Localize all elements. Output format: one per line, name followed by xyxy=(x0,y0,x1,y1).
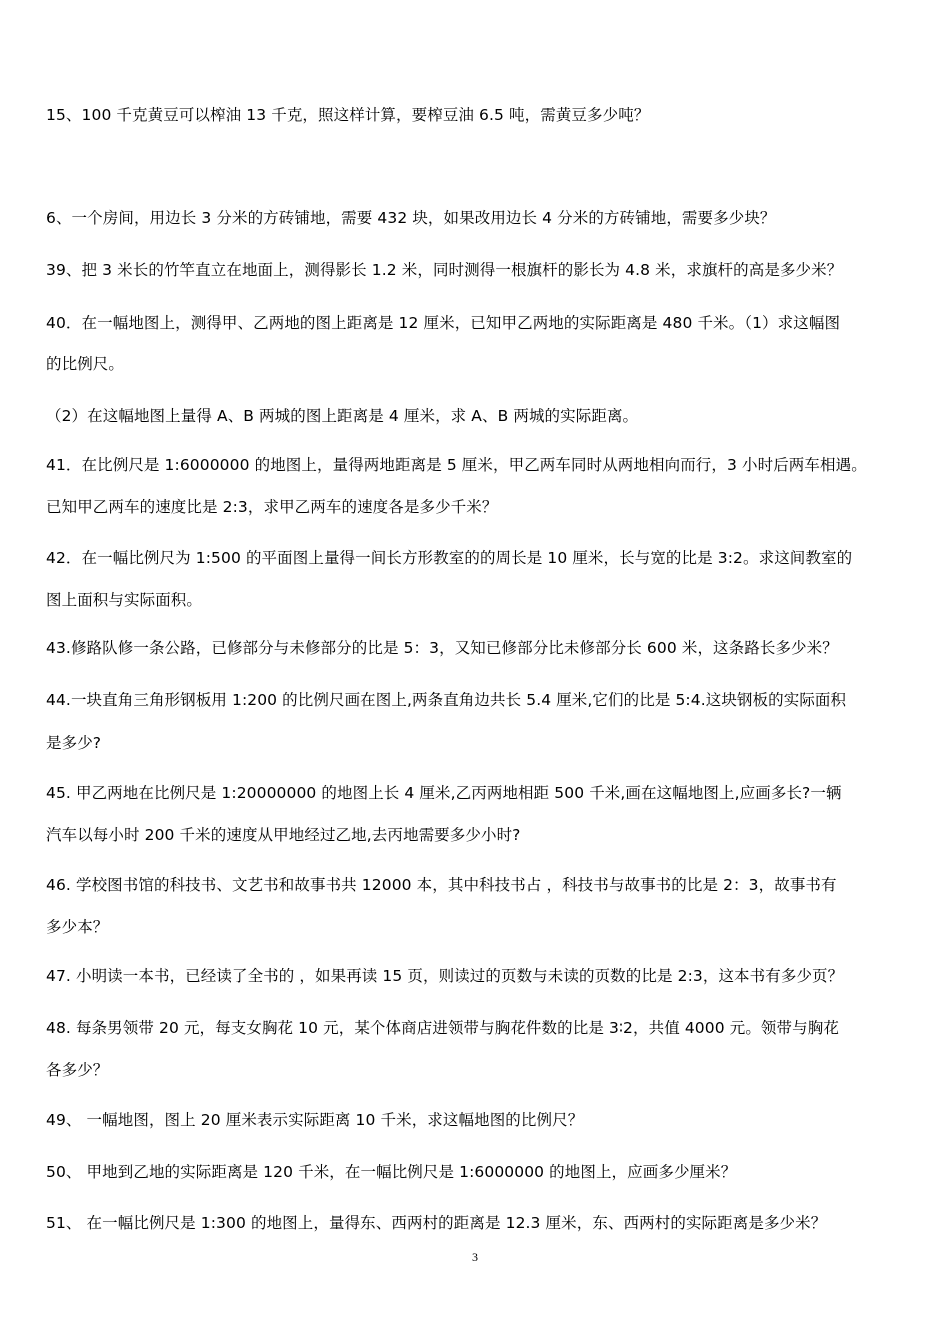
question-50: 50、 甲地到乙地的实际距离是 120 千米，在一幅比例尺是 1:6000000 的地图上，应画多少厘米？ xyxy=(46,1163,737,1181)
question-43: 43.修路队修一条公路，已修部分与未修部分的比是 5：3，又知已修部分比未修部分长 600 米，这条路长多少米？ xyxy=(46,639,838,657)
question-46-line-1: 46. 学校图书馆的科技书、文艺书和故事书共 12000 本，其中科技书占 ，科技书与故事书的比是 2：3，故事书有 xyxy=(46,876,837,894)
question-49: 49、 一幅地图，图上 20 厘米表示实际距离 10 千米，求这幅地图的比例尺？ xyxy=(46,1111,584,1129)
question-45-line-1: 45. 甲乙两地在比例尺是 1:20000000 的地图上长 4 厘米,乙丙两地相距 500 千米,画在这幅地图上,应画多长?一辆 xyxy=(46,784,842,802)
question-47: 47. 小明读一本书，已经读了全书的 ，如果再读 15 页，则读过的页数与未读的页数的比是 2:3，这本书有多少页？ xyxy=(46,967,844,985)
question-15: 15、100 千克黄豆可以榨油 13 千克，照这样计算，要榨豆油 6.5 吨，需黄豆多少吨？ xyxy=(46,106,650,124)
question-39: 39、把 3 米长的竹竿直立在地面上，测得影长 1.2 米，同时测得一根旗杆的影长为 4.8 米，求旗杆的高是多少米？ xyxy=(46,261,843,279)
question-40-part-2: （2）在这幅地图上量得 A、B 两城的图上距离是 4 厘米，求 A、B 两城的实际距离。 xyxy=(46,407,639,425)
question-41-line-2: 已知甲乙两车的速度比是 2:3，求甲乙两车的速度各是多少千米？ xyxy=(46,498,498,516)
question-40-line-2: 的比例尺。 xyxy=(46,355,125,373)
question-45-line-2: 汽车以每小时 200 千米的速度从甲地经过乙地,去丙地需要多少小时? xyxy=(46,826,521,844)
question-42-line-1: 42．在一幅比例尺为 1:500 的平面图上量得一间长方形教室的的周长是 10 厘米，长与宽的比是 3:2。求这间教室的 xyxy=(46,549,853,567)
question-51: 51、 在一幅比例尺是 1:300 的地图上，量得东、西两村的距离是 12.3 厘米，东、西两村的实际距离是多少米？ xyxy=(46,1214,827,1232)
question-40-line-1: 40．在一幅地图上，测得甲、乙两地的图上距离是 12 厘米，已知甲乙两地的实际距离是 480 千米。（1）求这幅图 xyxy=(46,314,841,332)
question-48-line-2: 各多少？ xyxy=(46,1061,109,1079)
question-42-line-2: 图上面积与实际面积。 xyxy=(46,591,203,609)
question-6: 6、一个房间，用边长 3 分米的方砖铺地，需要 432 块，如果改用边长 4 分米的方砖铺地，需要多少块？ xyxy=(46,209,776,227)
question-41-line-1: 41．在比例尺是 1:6000000 的地图上，量得两地距离是 5 厘米，甲乙两车同时从两地相向而行，3 小时后两车相遇。 xyxy=(46,456,867,474)
question-44-line-2: 是多少? xyxy=(46,734,102,752)
question-48-line-1: 48. 每条男领带 20 元，每支女胸花 10 元，某个体商店进领带与胸花件数的比是 3∶2，共值 4000 元。领带与胸花 xyxy=(46,1019,839,1037)
question-46-line-2: 多少本？ xyxy=(46,918,109,936)
question-44-line-1: 44.一块直角三角形钢板用 1:200 的比例尺画在图上,两条直角边共长 5.4 厘米,它们的比是 5:4.这块钢板的实际面积 xyxy=(46,691,847,709)
page-number: 3 xyxy=(472,1250,478,1264)
